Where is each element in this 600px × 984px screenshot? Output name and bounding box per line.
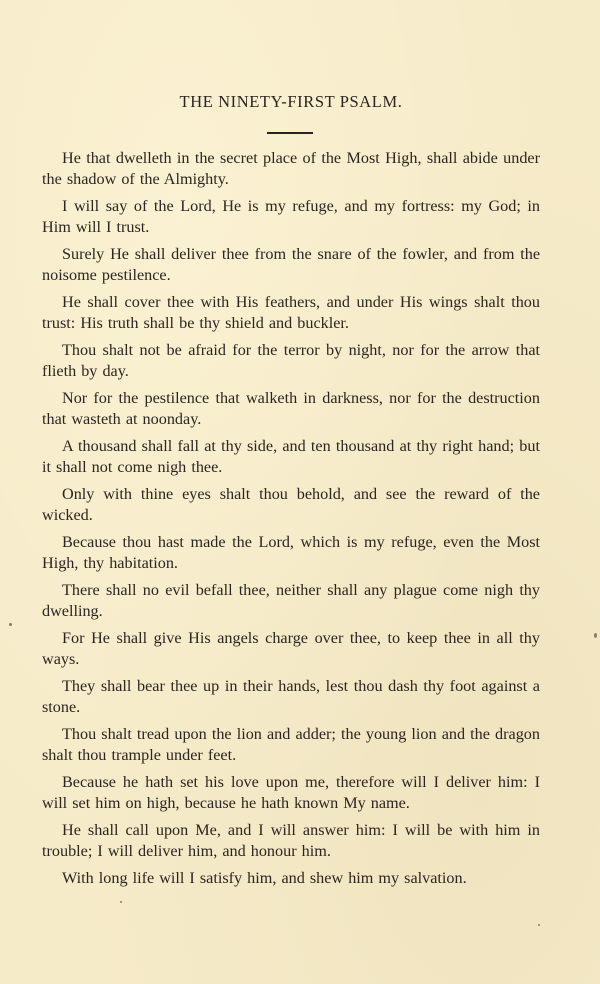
verse: I will say of the Lord, He is my refuge, and my fortress: my God; in Him will I trust.	[42, 197, 540, 236]
verse: There shall no evil befall thee, neither shall any plague come nigh thy dwelling.	[42, 581, 540, 620]
verse: Because he hath set his love upon me, therefore will I deliver him: I will set him on high, because he hath known My name.	[42, 773, 540, 812]
verse: He that dwelleth in the secret place of the Most High, shall abide under the shadow of the Almighty.	[42, 149, 540, 188]
paper-speck	[594, 633, 597, 638]
verse: Nor for the pestilence that walketh in darkness, nor for the destruction that wasteth at noonday.	[42, 389, 540, 428]
verse: Because thou hast made the Lord, which is my refuge, even the Most High, thy habitation.	[42, 533, 540, 572]
paper-speck	[120, 901, 122, 903]
page-title: THE NINETY-FIRST PSALM.	[179, 92, 403, 111]
verse: Only with thine eyes shalt thou behold, and see the reward of the wicked.	[42, 485, 540, 524]
verse: For He shall give His angels charge over thee, to keep thee in all thy ways.	[42, 629, 540, 668]
verse: With long life will I satisfy him, and shew him my salvation.	[62, 869, 467, 887]
verse: Thou shalt not be afraid for the terror by night, nor for the arrow that flieth by day.	[42, 341, 540, 380]
paper-speck	[538, 924, 540, 926]
verse: A thousand shall fall at thy side, and ten thousand at thy right hand; but it shall not come nigh thee.	[42, 437, 540, 476]
verse: Surely He shall deliver thee from the snare of the fowler, and from the noisome pestilence.	[42, 245, 540, 284]
psalm-text	[42, 148, 540, 895]
verse: He shall cover thee with His feathers, and under His wings shalt thou trust: His truth shall be thy shield and buckler.	[42, 293, 540, 332]
verse: Thou shalt tread upon the lion and adder; the young lion and the dragon shalt thou trample under feet.	[42, 725, 540, 764]
paper-speck	[9, 623, 12, 626]
verse: They shall bear thee up in their hands, lest thou dash thy foot against a stone.	[42, 677, 540, 716]
verse: He shall call upon Me, and I will answer him: I will be with him in trouble; I will deliver him, and honour him.	[42, 821, 540, 860]
title-divider-rule	[267, 132, 313, 134]
